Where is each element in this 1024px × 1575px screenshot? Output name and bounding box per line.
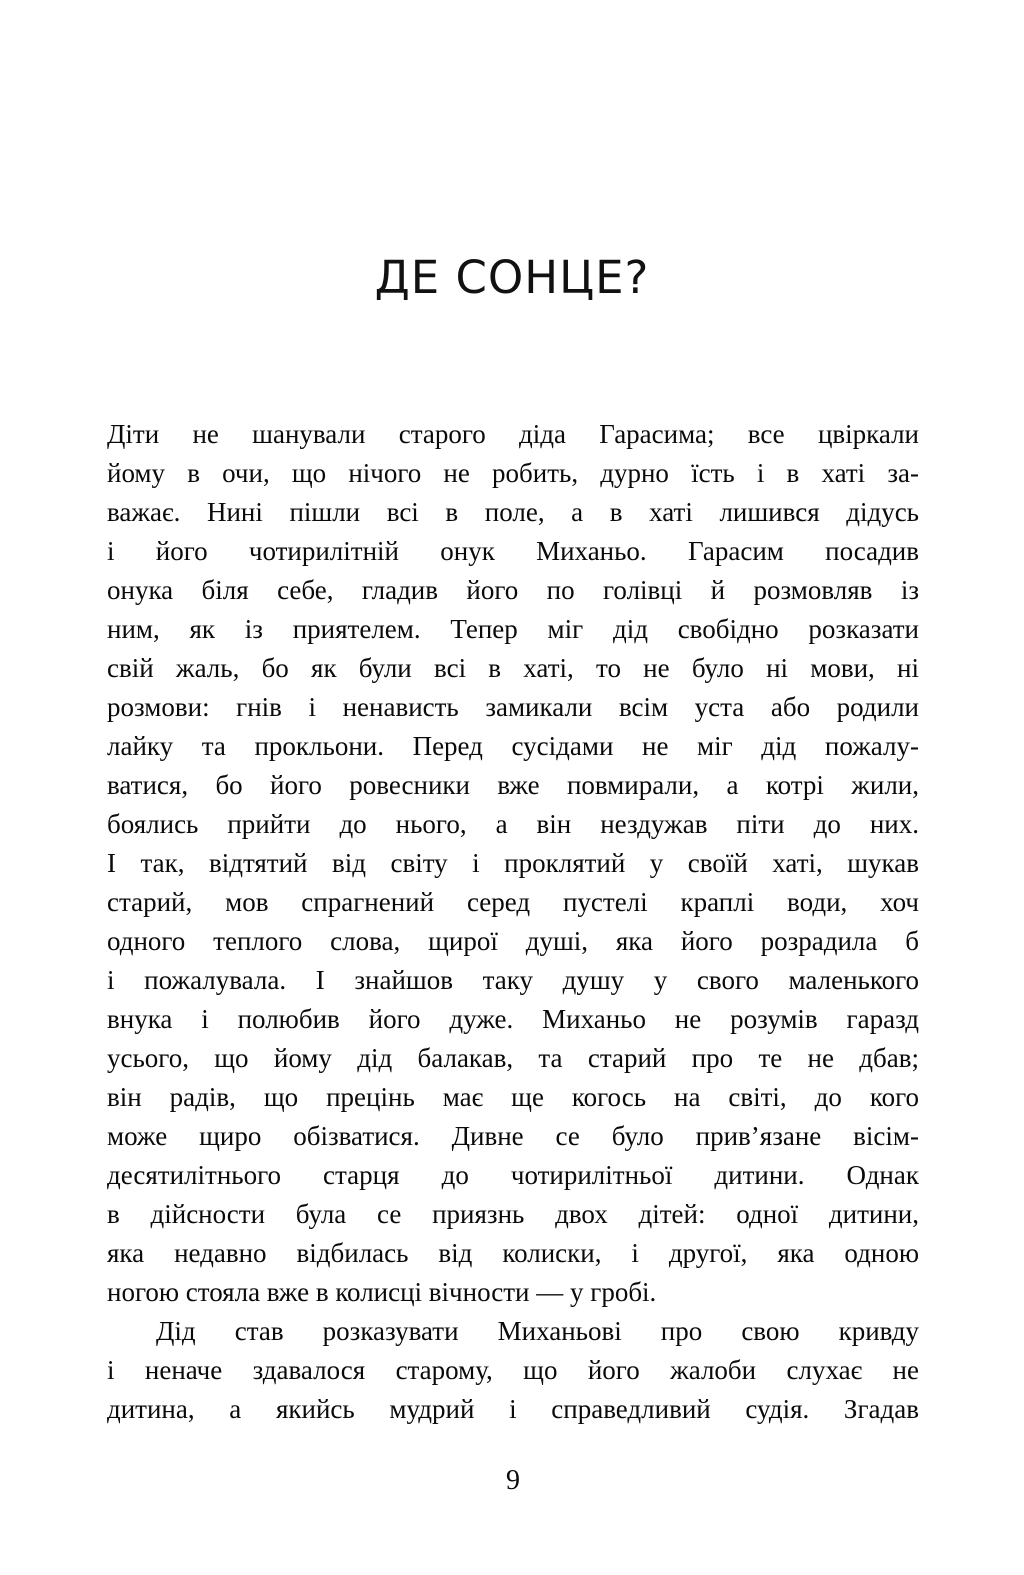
text-line: і пожалувала. І знайшов таку душу у свого маленького [107, 965, 919, 995]
text-line: і його чотирилітній онук Миханьо. Гарасим посадив [107, 536, 919, 566]
text-line: йому в очи, що нічого не робить, дурно їсть і в хаті за- [107, 458, 919, 488]
text-line: ватися, бо його ровесники вже повмирали, а котрі жили, [107, 770, 919, 800]
text-line: усього, що йому дід балакав, та старий про те не дбав; [107, 1043, 919, 1073]
text-line: і неначе здавалося старому, що його жалоби слухає не [107, 1355, 919, 1385]
text-line: дитина, а якийсь мудрий і справедливий судія. Згадав [107, 1394, 919, 1424]
text-line: внука і полюбив його дуже. Миханьо не розумів гаразд [107, 1004, 919, 1034]
page-number: 9 [506, 1465, 520, 1496]
text-line: яка недавно відбилась від колиски, і другої, яка одною [107, 1238, 919, 1268]
text-line: ним, як із приятелем. Тепер міг дід свобідно розказати [107, 614, 919, 644]
text-line: боялись прийти до нього, а він нездужав піти до них. [107, 809, 919, 839]
text-line: Дід став розказувати Миханьові про свою кривду [156, 1316, 919, 1346]
text-line: Діти не шанували старого діда Гарасима; все цвіркали [107, 419, 919, 449]
text-line: І так, відтятий від світу і проклятий у своїй хаті, шукав [107, 848, 919, 878]
body-text [107, 415, 919, 1429]
text-line: може щиро обізватися. Дивне се було прив’язане вісім- [107, 1121, 919, 1151]
text-line: онука біля себе, гладив його по голівці й розмовляв із [107, 575, 919, 605]
text-line: старий, мов спрагнений серед пустелі краплі води, хоч [107, 887, 919, 917]
chapter-title: ДЕ СОНЦЕ? [374, 251, 650, 304]
text-line: одного теплого слова, щирої душі, яка його розрадила б [107, 926, 919, 956]
text-line: свій жаль, бо як були всі в хаті, то не було ні мови, ні [107, 653, 919, 683]
text-line: важає. Нині пішли всі в поле, а в хаті лишився дідусь [107, 497, 919, 527]
text-line: в дійсности була се приязнь двох дітей: одної дитини, [107, 1199, 919, 1229]
text-line: лайку та прокльони. Перед сусідами не міг дід пожалу- [107, 731, 919, 761]
text-line: ногою стояла вже в колисці вічности — у гробі. [107, 1277, 657, 1307]
text-line: розмови: гнів і ненависть замикали всім уста або родили [107, 692, 919, 722]
text-line: він радів, що прецінь має ще когось на світі, до кого [107, 1082, 919, 1112]
text-line: десятилітнього старця до чотирилітньої дитини. Однак [107, 1160, 919, 1190]
